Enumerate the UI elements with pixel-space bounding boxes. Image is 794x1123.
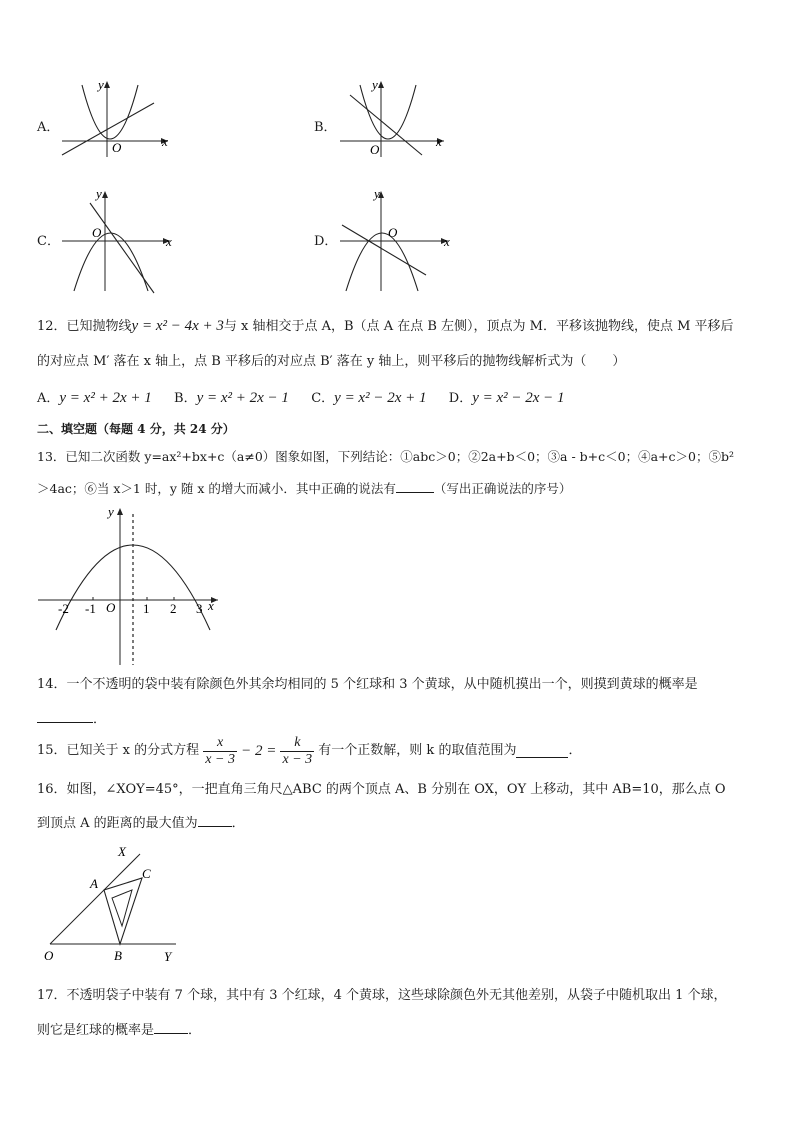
q13-tick-2: 2: [170, 601, 177, 616]
q16-line1: 16．如图，∠XOY=45°，一把直角三角尺△ABC 的两个顶点 A、B 分别在 OX，OY 上移动，其中 AB=10，那么点 O: [37, 782, 726, 797]
q17-line1: 17．不透明袋子中装有 7 个球，其中有 3 个红球，4 个黄球，这些球除颜色外无其他差别，从袋子中随机取出 1 个球，: [37, 988, 727, 1003]
option-a-o: O: [112, 140, 122, 155]
q16-label-x: X: [118, 844, 126, 859]
q14-answer-blank[interactable]: [37, 710, 93, 723]
q13-answer-blank[interactable]: [396, 480, 434, 493]
option-d-graph: [336, 185, 456, 295]
option-b-label: B．: [314, 120, 337, 135]
q16-label-y: Y: [164, 949, 172, 964]
q13-tick-neg1: -1: [85, 601, 96, 616]
q15-answer-blank[interactable]: [516, 745, 568, 758]
q12-line2: 的对应点 M′ 落在 x 轴上，点 B 平移后的对应点 B′ 落在 y 轴上，则平移后的抛物线解析式为（ ）: [37, 354, 626, 369]
q12-choice-c[interactable]: C．y = x² − 2x + 1: [311, 390, 427, 406]
q13-parabola-graph: [36, 500, 226, 668]
q13-x-label: x: [208, 598, 214, 613]
q16-label-b: B: [114, 948, 122, 963]
q13-y-label: y: [108, 504, 114, 519]
q13-line1: 13．已知二次函数 y=ax²+bx+c（a≠0）图象如图，下列结论：①abc＞0；②2a+b＜0；③a - b+c＜0；④a+c＞0；⑤b²: [37, 449, 734, 464]
option-b-o: O: [370, 142, 380, 157]
q16-answer-blank[interactable]: [198, 814, 232, 827]
option-d-o: O: [388, 225, 398, 240]
q14-line1: 14．一个不透明的袋中装有除颜色外其余均相同的 5 个红球和 3 个黄球，从中随机摸出一个，则摸到黄球的概率是: [37, 677, 698, 692]
option-d-y: y: [374, 186, 380, 201]
option-a-label: A．: [37, 120, 60, 135]
q14-line2: ．: [37, 710, 106, 728]
q13-tick-neg2: -2: [58, 601, 69, 616]
q16-label-a: A: [90, 876, 98, 891]
option-d-label: D．: [314, 234, 338, 249]
option-a-x: x: [162, 134, 168, 149]
q16-label-o: O: [44, 948, 54, 963]
option-d-x: x: [444, 234, 450, 249]
q15-fraction-2: $\frac{k}{x - 3}$: [282, 734, 313, 767]
q12-choice-b[interactable]: B．y = x² + 2x − 1: [174, 390, 289, 406]
option-a-y: y: [98, 77, 104, 92]
q16-triangle-figure: [38, 840, 188, 965]
option-c-o: O: [92, 225, 102, 240]
option-a-graph: [58, 75, 173, 160]
option-c-label: C．: [37, 234, 60, 249]
option-c-y: y: [96, 186, 102, 201]
q17-line2: 则它是红球的概率是 ．: [37, 1023, 202, 1038]
q12-choice-a[interactable]: A．y = x² + 2x + 1: [37, 390, 152, 406]
option-b-graph: [336, 75, 451, 160]
option-b-x: x: [436, 134, 442, 149]
q15-line: 15．已知关于 x 的分式方程 $\frac{x}{x - 3}$ − 2 = $\frac{k}{x - 3}$ 有一个正数解，则 k 的取值范围为 ．: [37, 734, 582, 767]
option-b-y: y: [372, 77, 378, 92]
q12-choices: [37, 390, 565, 407]
q12-choice-d[interactable]: D．y = x² − 2x − 1: [448, 390, 565, 406]
q13-origin: O: [106, 600, 116, 615]
q13-tick-1: 1: [143, 601, 150, 616]
option-c-x: x: [166, 234, 172, 249]
q12-line1: 12．已知抛物线y = x² − 4x + 3与 x 轴相交于点 A，B（点 A 在点 B 左侧），顶点为 M．平移该抛物线，使点 M 平移后: [37, 318, 734, 334]
option-c-graph: [58, 185, 178, 295]
q12-equation: y = x² − 4x + 3: [131, 318, 224, 334]
q15-fraction-1: $\frac{x}{x - 3}$: [205, 734, 235, 767]
q17-answer-blank[interactable]: [154, 1021, 188, 1034]
q13-line2: ＞4ac；⑥当 x＞1 时，y 随 x 的增大而减小．其中正确的说法有 （写出正确说法的序号）: [37, 481, 572, 496]
q16-line2: 到顶点 A 的距离的最大值为 ．: [37, 816, 245, 831]
q13-tick-3: 3: [196, 601, 203, 616]
q16-label-c: C: [142, 866, 151, 881]
section2-title: 二、填空题（每题 4 分，共 24 分）: [37, 422, 235, 436]
